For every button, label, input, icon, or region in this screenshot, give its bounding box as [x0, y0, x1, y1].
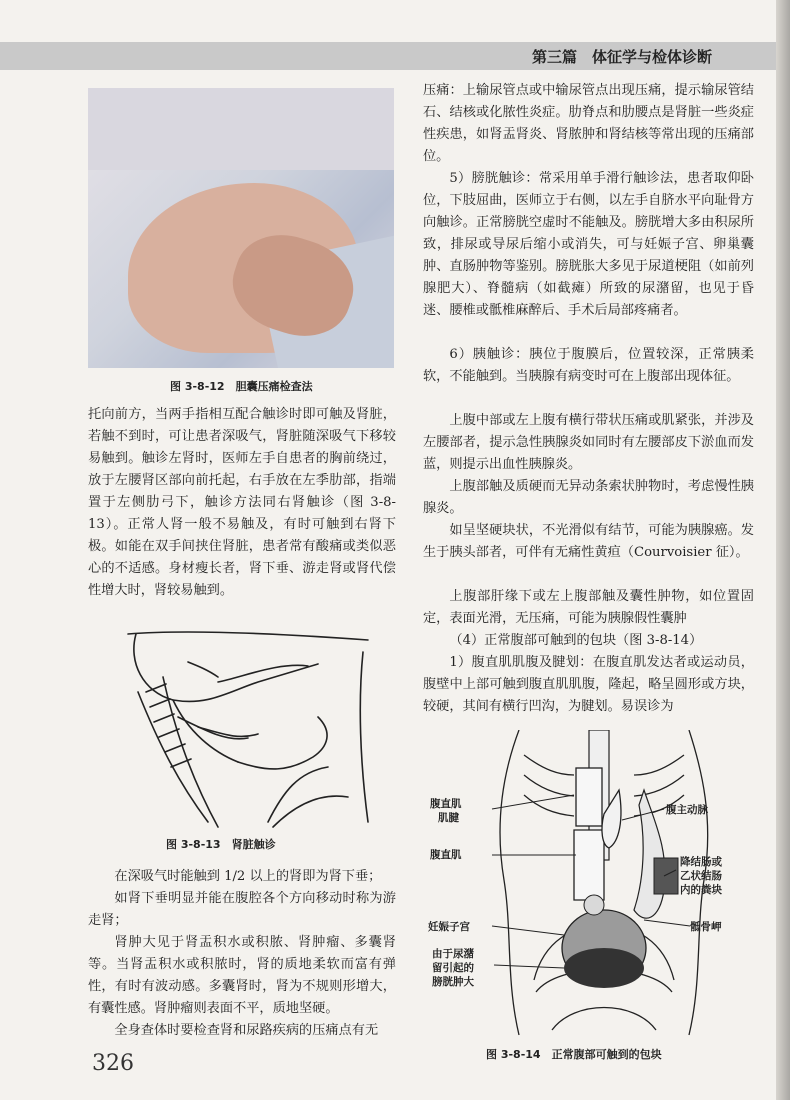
figure-12-caption: 图 3-8-12 胆囊压痛检查法 [170, 380, 313, 393]
left-paragraph-4: 肾肿大见于肾盂积水或积脓、肾肿瘤、多囊肾等。当肾盂积水或积脓时，肾的质地柔软而富有弹性，有时有波动感。多囊肾时，肾为不规则形增大，有囊性感。肾肿瘤则表面不平，质地坚硬。 [88, 935, 396, 1016]
label-colon-line1: 降结肠或 [680, 856, 722, 868]
book-spine-shadow [776, 0, 790, 1100]
right-paragraph-9: 1）腹直肌肌腹及腱划：在腹直肌发达者或运动员，腹壁中上部可触到腹直肌肌腹，隆起，略呈圆形或方块，较硬，其间有横行凹沟，为腱划。易误诊为 [423, 655, 754, 714]
page-number: 326 [92, 1051, 134, 1076]
abdominal-masses-diagram [424, 730, 754, 1040]
right-paragraph-4: 上腹中部或左上腹有横行带状压痛或肌紧张，并涉及左腰部者，提示急性胰腺炎如同时有左腰部皮下淤血而发蓝，则提示出血性胰腺炎。 [423, 413, 754, 472]
label-bladder-line1: 由于尿潴 [432, 948, 474, 960]
label-rectus-tendon-line1: 腹直肌 [430, 798, 462, 810]
label-colon-line2: 乙状结肠 [680, 870, 722, 882]
left-paragraph-1: 托向前方，当两手指相互配合触诊时即可触及肾脏，若触不到时，可让患者深吸气，肾脏随深吸气下移较易触到。触诊左肾时，医师左手自患者的胸前绕过，放于左腰肾区部向前托起，右手放在左季肋部，指端置于左侧肋弓下，触诊方法同右肾触诊（图 3-8-13）。正常人肾一般不易触及，有时可触到右肾下极。如能在双手间挟住肾脏，患者常有酸痛或类似恶心的不适感。身材瘦长者，肾下垂、游走肾或肾代偿性增大时，肾较易触到。 [88, 407, 396, 598]
label-rectus-tendon-line2: 肌腱 [438, 812, 459, 824]
right-paragraph-8: （4）正常腹部可触到的包块（图 3-8-14） [449, 633, 703, 648]
gallbladder-exam-photo [88, 88, 394, 368]
right-paragraph-6: 如呈坚硬块状，不光滑似有结节，可能为胰腺癌。发生于胰头部者，可伴有无痛性黄疸（Courvoisier 征）。 [423, 523, 754, 560]
left-paragraph-5: 全身查体时要检查肾和尿路疾病的压痛点有无 [114, 1023, 379, 1038]
kidney-palpation-drawing [118, 622, 370, 832]
label-rectus-muscle: 腹直肌 [430, 849, 462, 861]
figure-14-caption: 图 3-8-14 正常腹部可触到的包块 [486, 1048, 662, 1061]
photo-doctor-sleeve [88, 88, 394, 170]
chapter-title: 第三篇 体征学与检体诊断 [531, 48, 712, 66]
right-paragraph-3: 6）胰触诊：胰位于腹膜后，位置较深，正常胰柔软，不能触到。当胰腺有病变时可在上腹部出现体征。 [423, 347, 754, 384]
right-paragraph-2: 5）膀胱触诊：常采用单手滑行触诊法，患者取仰卧位，下肢屈曲，医师立于右侧，以左手自脐水平向耻骨方向触诊。正常膀胱空虚时不能触及。膀胱增大多由积尿所致，排尿或导尿后缩小或消失，可与妊娠子宫、卵巢囊肿、直肠肿物等鉴别。膀胱胀大多见于尿道梗阻（如前列腺肥大）、脊髓病（如截瘫）所致的尿潴留，也见于昏迷、腰椎或骶椎麻醉后、手术后局部疼痛者。 [423, 171, 754, 318]
left-paragraph-2: 在深吸气时能触到 1/2 以上的肾即为肾下垂； [114, 869, 382, 884]
label-bladder-line3: 膀胱肿大 [432, 976, 474, 988]
label-colon-line3: 内的粪块 [680, 884, 722, 896]
label-pregnant-uterus: 妊娠子宫 [428, 921, 470, 933]
right-paragraph-1: 压痛：上输尿管点或中输尿管点出现压痛，提示输尿管结石、结核或化脓性炎症。肋脊点和肋腰点是肾脏一些炎症性疾患，如肾盂肾炎、肾脓肿和肾结核等常出现的压痛部位。 [423, 83, 754, 164]
right-paragraph-5: 上腹部触及质硬而无异动条索状肿物时，考虑慢性胰腺炎。 [423, 479, 754, 516]
label-sacral-promontory: 骶骨岬 [690, 921, 722, 933]
figure-13-caption: 图 3-8-13 肾脏触诊 [166, 838, 276, 851]
right-paragraph-7: 上腹部肝缘下或左上腹部触及囊性肿物，如位置固定，表面光滑，无压痛，可能为胰腺假性囊肿 [423, 589, 754, 626]
left-paragraph-3: 如肾下垂明显并能在腹腔各个方向移动时称为游走肾； [88, 891, 396, 928]
label-aorta: 腹主动脉 [666, 804, 708, 816]
label-bladder-line2: 留引起的 [432, 962, 474, 974]
